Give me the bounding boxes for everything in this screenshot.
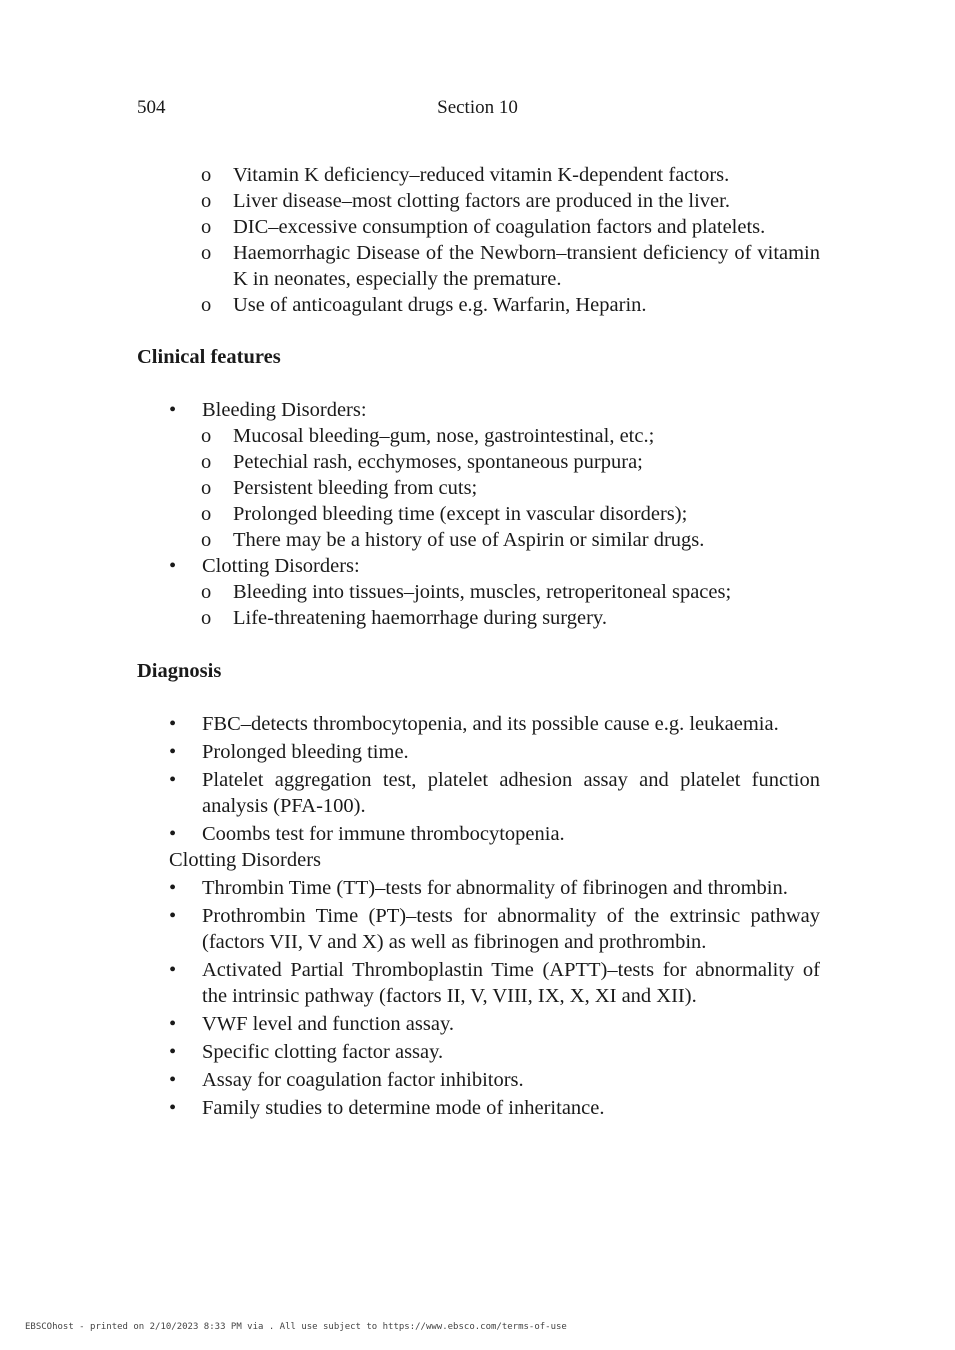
list-item: o Persistent bleeding from cuts; — [233, 475, 820, 501]
causes-list — [233, 162, 820, 318]
list-item: • Assay for coagulation factor inhibitors. — [202, 1067, 820, 1093]
list-item: • Coombs test for immune thrombocytopenia. — [202, 821, 820, 847]
bleeding-disorders-label: Bleeding Disorders: — [202, 399, 367, 421]
diagnosis-list-a — [202, 711, 820, 847]
clotting-disorders-item — [202, 553, 820, 631]
page-number: 504 — [137, 97, 166, 118]
list-item: o Liver disease–most clotting factors are produced in the liver. — [233, 188, 820, 214]
list-item: • Specific clotting factor assay. — [202, 1039, 820, 1065]
list-item: • Activated Partial Thromboplastin Time (APTT)–tests for abnormality of the intrinsic pathway (factors II, V, VIII, IX, X, XI and XII). — [202, 957, 820, 1009]
list-item: • Platelet aggregation test, platelet adhesion assay and platelet function analysis (PFA-100). — [202, 767, 820, 819]
print-footer: EBSCOhost - printed on 2/10/2023 8:33 PM via . All use subject to https://www.ebsco.com/terms-of-use — [25, 1322, 567, 1332]
list-item: o Haemorrhagic Disease of the Newborn–transient deficiency of vitamin K in neonates, especially the premature. — [233, 240, 820, 292]
list-item: o Mucosal bleeding–gum, nose, gastrointestinal, etc.; — [233, 423, 820, 449]
list-item: • VWF level and function assay. — [202, 1011, 820, 1037]
clotting-disorders-subheading: Clotting Disorders — [169, 849, 322, 871]
list-item: o Bleeding into tissues–joints, muscles, retroperitoneal spaces; — [233, 579, 820, 605]
list-item: • Prolonged bleeding time. — [202, 739, 820, 765]
list-item: • Family studies to determine mode of inheritance. — [202, 1095, 820, 1121]
bleeding-disorders-item — [202, 397, 820, 553]
list-item: o Prolonged bleeding time (except in vascular disorders); — [233, 501, 820, 527]
list-item: o Vitamin K deficiency–reduced vitamin K-dependent factors. — [233, 162, 820, 188]
clinical-features-heading: Clinical features — [137, 346, 281, 368]
clotting-sublist — [233, 579, 820, 631]
list-item: • Prothrombin Time (PT)–tests for abnormality of the extrinsic pathway (factors VII, V and X) as well as fibrinogen and prothrombin. — [202, 903, 820, 955]
list-item: o DIC–excessive consumption of coagulation factors and platelets. — [233, 214, 820, 240]
list-item: o Petechial rash, ecchymoses, spontaneous purpura; — [233, 449, 820, 475]
bleeding-sublist — [233, 423, 820, 553]
diagnosis-list-b — [202, 875, 820, 1121]
list-item: • FBC–detects thrombocytopenia, and its possible cause e.g. leukaemia. — [202, 711, 820, 737]
page-content — [137, 162, 820, 1121]
list-item: o Use of anticoagulant drugs e.g. Warfarin, Heparin. — [233, 292, 820, 318]
clinical-features-list — [202, 397, 820, 631]
section-title: Section 10 — [437, 97, 518, 118]
clotting-disorders-label: Clotting Disorders: — [202, 555, 360, 577]
list-item: • Thrombin Time (TT)–tests for abnormality of fibrinogen and thrombin. — [202, 875, 820, 901]
list-item: o Life-threatening haemorrhage during surgery. — [233, 605, 820, 631]
diagnosis-heading: Diagnosis — [137, 660, 222, 682]
list-item: o There may be a history of use of Aspirin or similar drugs. — [233, 527, 820, 553]
